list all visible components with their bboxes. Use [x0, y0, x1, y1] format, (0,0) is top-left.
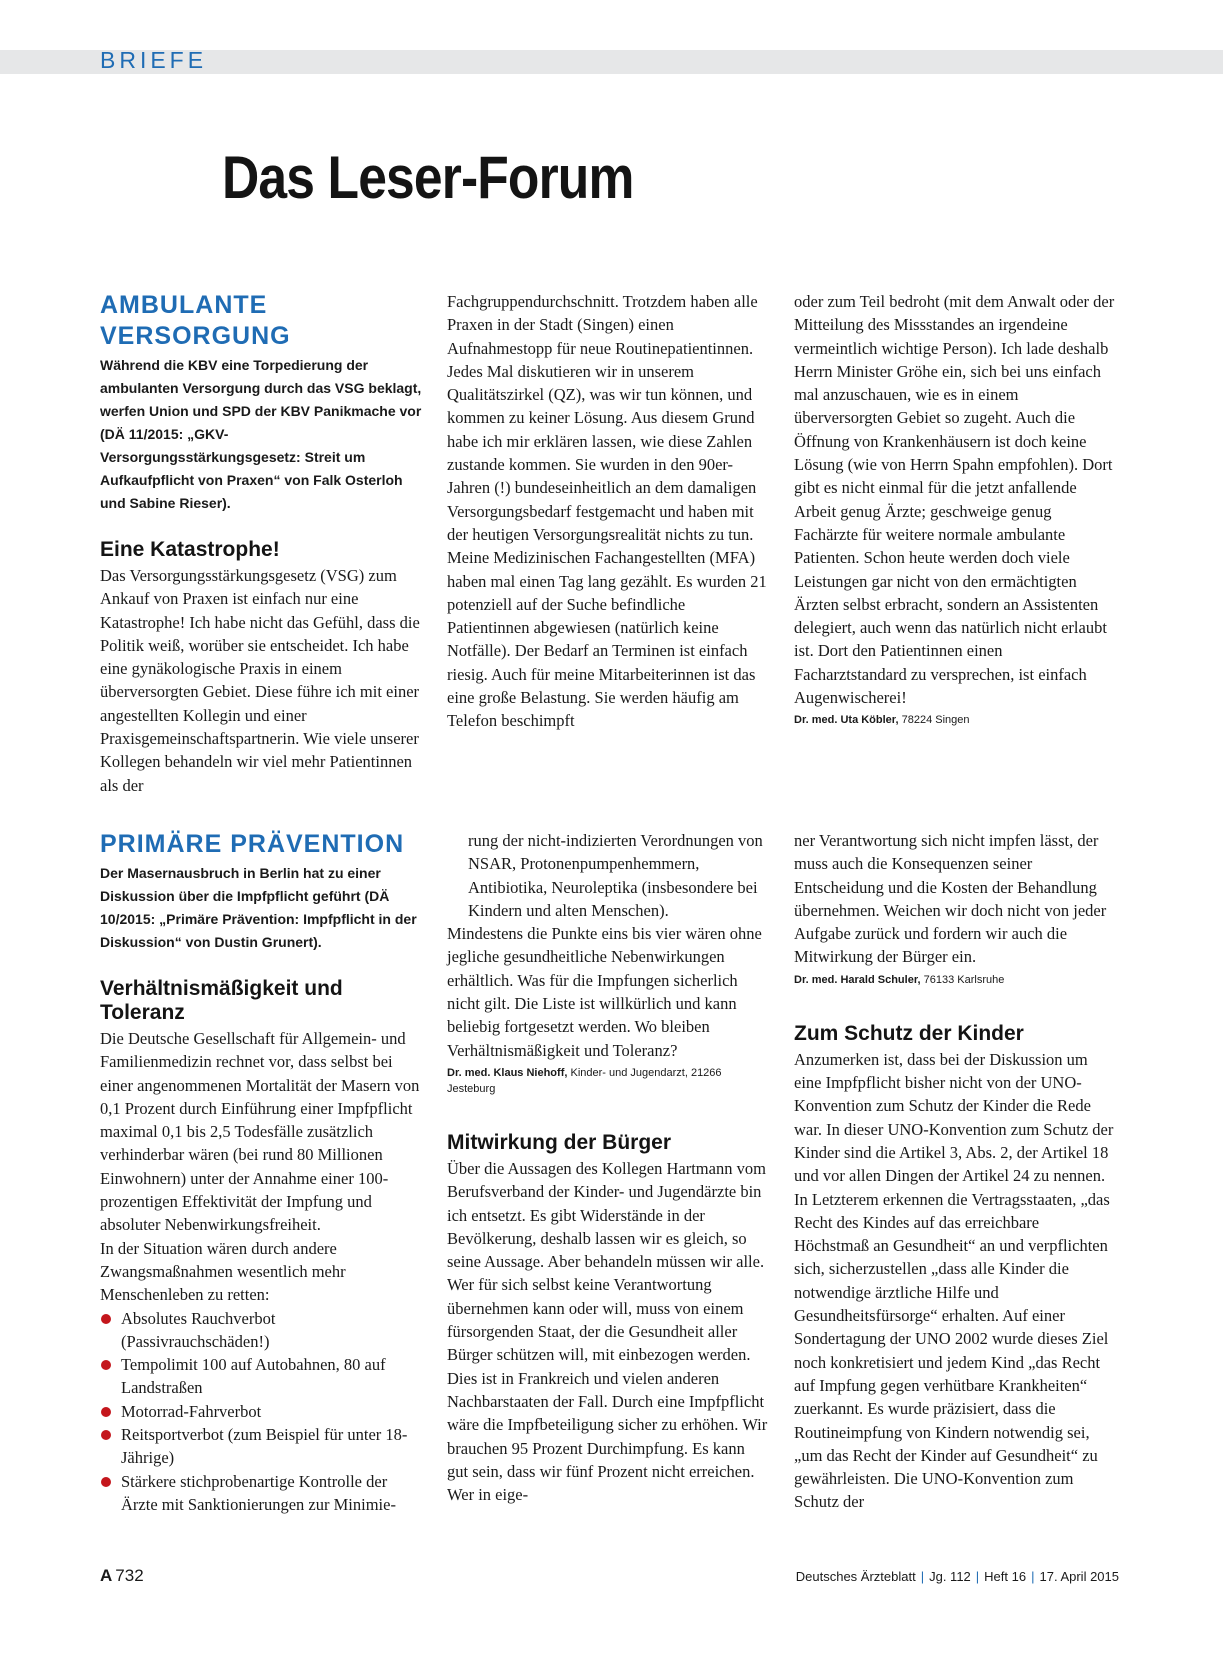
list-item: Absolutes Rauchverbot (Passivrauchschäden!): [100, 1307, 422, 1354]
letter-text: Über die Aussagen des Kollegen Hartmann vom Berufsverband der Kinder- und Jugendärzte bin ich entsetzt. Es gibt Widerstände in der Bevölkerung, deshalb lassen wir es gleich, so seine Aussage. Aber behandeln müssen wir alle. Wer für sich selbst keine Verantwortung übernehmen kann oder will, muss von einem fürsorgenden Staat, der die Gesundheit aller Bürger schützen will, mit einbezogen werden. Dies ist in Frankreich und vielen anderen Nachbarstaaten der Fall. Durch eine Impfpflicht wäre die Impfbeteiligung sicher zu erhöhen. Wir brauchen 95 Prozent Durchimpfung. Es kann gut sein, dass wir fünf Prozent nicht erreichen. Wer in eige-: [447, 1158, 768, 1505]
subhead-mitwirkung: Mitwirkung der Bürger: [447, 1130, 672, 1154]
praevention-column-1: [100, 829, 422, 1516]
letter-text: Mindestens die Punkte eins bis vier wären ohne jegliche gesundheitliche Nebenwirkungen erhältlich. Was für die Impfungen sicherlich nicht gilt. Die Liste ist willkürlich und kann beliebig fortgesetzt werden. Wo bleiben Verhältnismäßigkeit und Toleranz?: [447, 924, 762, 1060]
letter-text: ner Verantwortung sich nicht impfen lässt, der muss auch die Konsequenzen seiner Entscheidung und die Kosten der Behandlung übernehmen. Weichen wir doch nicht von jeder Aufgabe zurück und fordern wir auch die Mitwirkung der Bürger ein.: [794, 831, 1107, 967]
ambulant-column-1: [100, 290, 422, 797]
teaser-praevention: Der Masernausbruch in Berlin hat zu einer Diskussion über die Impfpflicht geführt (DÄ 10/2015: „Primäre Prävention: Impfpflicht in der Diskussion“ von Dustin Grunert).: [100, 865, 417, 950]
ambulant-column-2: [447, 290, 769, 733]
section-title-ambulant: AMBULANTE VERSORGUNG: [100, 291, 291, 350]
signature-place: 78224 Singen: [901, 714, 970, 727]
signature: [794, 972, 1116, 988]
letter-text: Die Deutsche Gesellschaft für Allgemein- und Familienmedizin rechnet vor, dass selbst bei einer angenommenen Mortalität der Masern von 0,1 Prozent durch Einführung einer Impfpflicht maximal 0,1 bis 2,5 Todesfälle zusätzlich verhinderbar wären (bei rund 80 Millionen Einwohnern) unter der Annahme einer 100-prozentigen Effektivität der Impfung und absoluter Nebenwirkungsfreiheit.: [100, 1029, 420, 1235]
praevention-column-3: [794, 829, 1116, 1514]
journal-volume: Jg. 112: [929, 1569, 971, 1584]
letter-text: Das Versorgungsstärkungsgesetz (VSG) zum Ankauf von Praxen ist einfach nur eine Katastrophe! Ich habe nicht das Gefühl, dass die Politik weiß, worüber sie entscheidet. Ich habe eine gynäkologische Praxis in einem überversorgten Gebiet. Diese führe ich mit einer angestellten Kollegin und einer Praxisgemeinschaftspartnerin. Wie viele unserer Kollegen behandeln wir viel mehr Patientinnen als der: [100, 566, 420, 795]
page-prefix: A: [100, 1566, 113, 1585]
bullet-continuation: rung der nicht-indizierten Verordnungen von NSAR, Protonenpumpenhemmern, Antibiotika, Neuroleptika (insbesondere bei Kindern und alten Menschen).: [468, 831, 763, 920]
journal-name: Deutsches Ärzteblatt: [795, 1569, 916, 1584]
section-title-praevention: PRIMÄRE PRÄVENTION: [100, 830, 405, 858]
page-title: Das Leser-Forum: [222, 144, 634, 211]
letter-text: Fachgruppendurchschnitt. Trotzdem haben alle Praxen in der Stadt (Singen) einen Aufnahmestopp für neue Routinepatientinnen. Jedes Mal diskutieren wir in unserem Qualitätszirkel (QZ), was wir tun können, und kommen zu keiner Lösung. Aus diesem Grund habe ich mir erklären lassen, wie diese Zahlen zustande kommen. Sie wurden in den 90er-Jahren (!) bundeseinheitlich an dem damaligen Versorgungsbedarf festgemacht und haben mit der heutigen Versorgungsrealität nichts zu tun. Meine Medizinischen Fachangestellten (MFA) haben mal einen Tag lang gezählt. Es wurden 21 potenziell auf der Suche befindliche Patientinnen abgewiesen (natürlich keine Notfälle). Der Bedarf an Terminen ist einfach riesig. Auch für meine Mitarbeiterinnen ist das eine große Belastung. Sie werden häufig am Telefon beschimpft: [447, 292, 767, 731]
separator: |: [920, 1569, 925, 1584]
subhead-schutz-der-kinder: Zum Schutz der Kinder: [794, 1021, 1024, 1045]
signature-place: Kinder- und Jugendarzt, 21266 Jesteburg: [447, 1066, 722, 1095]
signature-place: 76133 Karlsruhe: [923, 973, 1005, 986]
praevention-column-2: [447, 829, 769, 1506]
list-item: Stärkere stichprobenartige Kontrolle der Ärzte mit Sanktionierungen zur Minimie-: [100, 1470, 422, 1517]
letter-text: oder zum Teil bedroht (mit dem Anwalt oder der Mitteilung des Missstandes an irgendeine vermeintlich wichtige Person). Ich lade deshalb Herrn Minister Gröhe ein, sich bei uns einfach mal anzuschauen, wie es in einem überversorgten Gebiet so zugeht. Auch die Öffnung von Krankenhäusern ist doch keine Lösung (wie von Herrn Spahn empfohlen). Dort gibt es nicht einmal für die jetzt anfallende Arbeit genug Ärzte; geschweige genug Fachärzte für weitere normale ambulante Patienten. Schon heute werden doch viele Leistungen gar nicht von den ermächtigten Ärzten selbst erbracht, sondern an Assistenten delegiert, auch wenn das natürlich nicht erlaubt ist. Dort den Patientinnen einen Facharztstandard zu versprechen, ist einfach Augenwischerei!: [794, 292, 1115, 708]
signature-name: Dr. med. Harald Schuler,: [794, 973, 921, 986]
journal-issue: Heft 16: [984, 1569, 1027, 1584]
page-number-value: 732: [115, 1566, 144, 1585]
signature-name: Dr. med. Uta Köbler,: [794, 714, 899, 727]
page-number: [100, 1566, 144, 1586]
subhead-verhaeltnismaessigkeit: Verhältnismäßigkeit und Toleranz: [100, 977, 343, 1024]
letter-text: In der Situation wären durch andere Zwangsmaßnahmen wesentlich mehr Menschenleben zu retten:: [100, 1238, 346, 1305]
subhead-katastrophe: Eine Katastrophe!: [100, 538, 280, 561]
signature: [794, 712, 1116, 728]
journal-date: 17. April 2015: [1039, 1569, 1119, 1584]
separator: |: [1031, 1569, 1035, 1584]
signature-name: Dr. med. Klaus Niehoff,: [447, 1066, 568, 1079]
section-label: BRIEFE: [100, 47, 208, 73]
letter-text: Anzumerken ist, dass bei der Diskussion um eine Impfpflicht bisher nicht von der UNO-Konvention zum Schutz der Kinder die Rede war. In dieser UNO-Konvention zum Schutz der Kinder sind die Artikel 3, Abs. 2, der Artikel 18 und vor allen Dingen der Artikel 24 zu nennen. In Letzterem erkennen die Vertragsstaaten, „das Recht des Kindes auf das erreichbare Höchstmaß an Gesundheit“ an und verpflichten sich, sicherzustellen „dass alle Kinder die notwendige ärztliche Hilfe und Gesundheitsfürsorge“ erhalten. Auf einer Sondertagung der UNO 2002 wurde dieses Ziel noch konkretisiert und jedem Kind „das Recht auf Impfung gegen verhütbare Krankheiten“ zuerkannt. Es wurde präzisiert, dass die Routineimpfung von Kindern notwendig sei, „um das Recht der Kinder auf Gesundheit“ zu gewährleisten. Die UNO-Konvention zum Schutz der: [794, 1049, 1114, 1512]
ambulant-column-3: [794, 290, 1116, 728]
journal-info: [796, 1569, 1119, 1584]
list-item: Reitsportverbot (zum Beispiel für unter 18-Jährige): [100, 1423, 422, 1470]
teaser-ambulant: Während die KBV eine Torpedierung der ambulanten Versorgung durch das VSG beklagt, werfen Union und SPD der KBV Panikmache vor (DÄ 11/2015: „GKV-Versorgungsstärkungsgesetz: Streit um Aufkaufpflicht von Praxen“ von Falk Osterloh und Sabine Rieser).: [100, 357, 422, 511]
bullet-list: [100, 1307, 422, 1517]
signature: [447, 1065, 769, 1097]
list-item: Tempolimit 100 auf Autobahnen, 80 auf Landstraßen: [100, 1353, 422, 1400]
separator: |: [975, 1569, 980, 1584]
list-item: Motorrad-Fahrverbot: [100, 1400, 422, 1423]
